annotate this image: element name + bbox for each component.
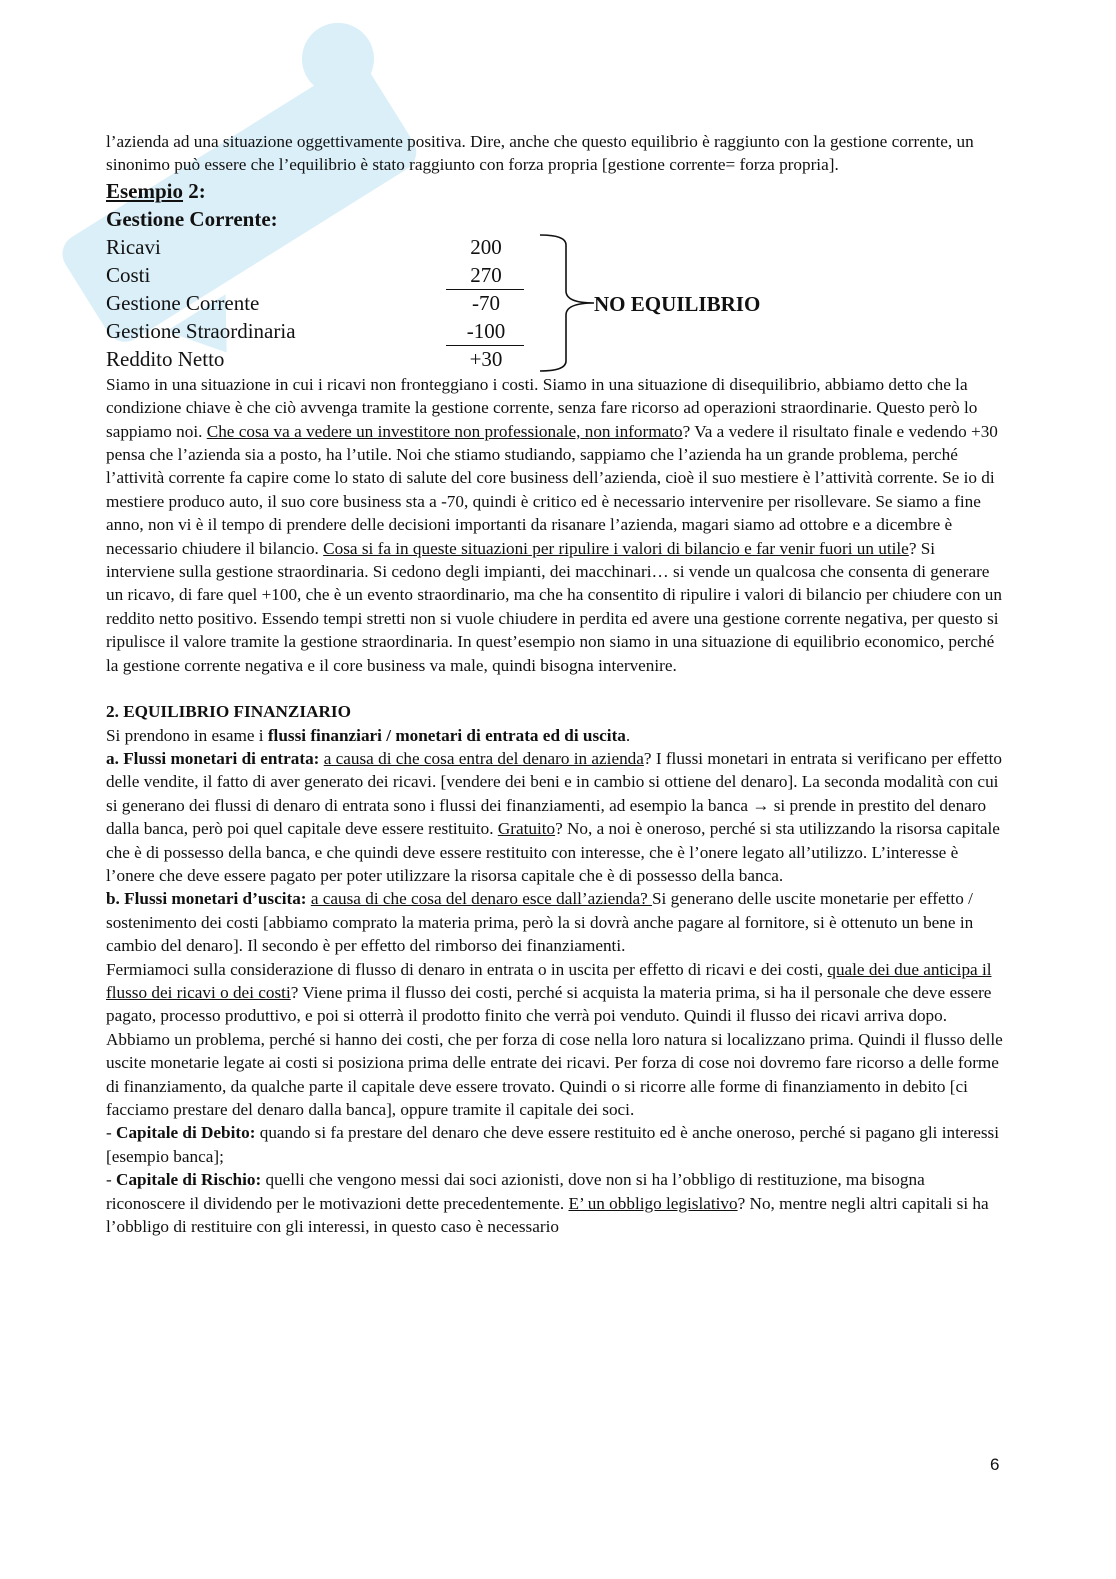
calc-row: Costi 270 bbox=[106, 262, 502, 287]
income-calculation bbox=[106, 233, 1006, 373]
no-equilibrium-label: NO EQUILIBRIO bbox=[594, 291, 761, 316]
inflows-paragraph: a. Flussi monetari di entrata: a causa di che cosa entra del denaro in azienda? I flussi monetari in entrata si verificano per effetto delle vendite, il fatto di aver generato dei ricavi. [vendere dei beni e in cambio si ottiene del denaro]. La seconda modalità con cui si generano dei flussi di denaro di entrata sono i flussi dei finanziamenti, ad esempio la banca → si prende in prestito del denaro dalla banca, però poi quel capitale deve essere restituito. Gratuito? No, a noi è oneroso, perché si sta utilizzando la risorsa capitale che è di possesso della banca, e che quindi deve essere restituito con interesse, che è l’onere legato all’utilizzo. L’interesse è l’onere che deve essere pagato per poter utilizzare la risorsa capitale che è di possesso della banca. bbox=[106, 748, 1002, 885]
risk-capital-item: - Capitale di Rischio: quelli che vengono messi dai soci azionisti, dove non si ha l’obbligo di restituzione, ma bisogna riconoscere il dividendo per le motivazioni dette precedentemente. E’ un obbligo legislativo? No, mentre negli altri capitali si ha l’obbligo di restituire con gli interessi, in questo caso è necessario bbox=[106, 1170, 989, 1237]
section-heading: 2. EQUILIBRIO FINANZIARIO bbox=[106, 702, 351, 722]
debt-capital-item: - Capitale di Debito: quando si fa prestare del denaro che deve essere restituito ed è anche oneroso, perché si pagano gli interessi [esempio banca]; bbox=[106, 1123, 999, 1166]
calc-row: Gestione Straordinaria -100 bbox=[106, 318, 506, 343]
outflows-paragraph: b. Flussi monetari d’uscita: a causa di che cosa del denaro esce dall’azienda? Si generano delle uscite monetarie per effetto / sostenimento dei costi [abbiamo comprato la materia prima, però la si dovrà anche pagare al fornitore, si è ottenuto un bene in cambio del denaro]. Il secondo è per effetto del rimborso dei finanziamenti. bbox=[106, 889, 974, 956]
timing-paragraph: Fermiamoci sulla considerazione di flusso di denaro in entrata o in uscita per effetto di ricavi e dei costi, quale dei due anticipa il flusso dei ricavi o dei costi? Viene prima il flusso dei costi, perché si acquista la materia prima, si ha il personale che deve essere pagato, processo produttivo, e poi si otterrà il prodotto finito che verrà poi venduto. Quindi il flusso dei ricavi arriva dopo. Abbiamo un problema, perché si hanno dei costi, che per forza di cose nella loro natura si localizzano prima. Quindi il flusso delle uscite monetarie legate ai costi si posiziona prima delle entrate dei ricavi. Per forza di cose noi dovremo fare ricorso a delle forme di finanziamento, da qualche parte il capitale deve essere trovato. Quindi o si ricorre alle forme di finanziamento in debito [ci facciamo prestare del denaro dalla banca], oppure tramite il capitale dei soci. bbox=[106, 959, 1003, 1119]
section-lead: Si prendono in esame i flussi finanziari / monetari di entrata ed di uscita. bbox=[106, 725, 631, 745]
calc-row: Gestione Corrente -70 bbox=[106, 290, 500, 315]
page-content bbox=[106, 130, 1006, 1238]
calc-row: Ricavi 200 bbox=[106, 234, 502, 259]
calc-row: Reddito Netto +30 bbox=[106, 346, 503, 371]
curly-brace-icon bbox=[538, 233, 598, 373]
page-number: 6 bbox=[990, 1455, 1000, 1474]
intro-paragraph: l’azienda ad una situazione oggettivamente positiva. Dire, anche che questo equilibrio è raggiunto con la gestione corrente, un sinonimo può essere che l’equilibrio è stato raggiunto con forza propria [gestione corrente= forza propria]. bbox=[106, 132, 974, 175]
example-title: Esempio 2: bbox=[106, 178, 206, 203]
explanation-paragraph: Siamo in una situazione in cui i ricavi non fronteggiano i costi. Siamo in una situazione di disequilibrio, abbiamo detto che la condizione chiave è che ciò avvenga tramite la gestione corrente, senza fare ricorso ad operazioni straordinarie. Questo però lo sappiamo noi. Che cosa va a vedere un investitore non professionale, non informato? Va a vedere il risultato finale e vedendo +30 pensa che l’azienda sia a posto, ha l’utile. Noi che stiamo studiando, sappiamo che l’azienda ha un grande problema, perché l’attività corrente fa capire come lo stato di salute del core business dell’azienda, cioè il suo mestiere è l’attività corrente. Se io di mestiere produco auto, il suo core business sta a -70, quindi è critico ed è necessario intervenire per risollevare. Se siamo a fine anno, non vi è il tempo di prendere delle decisioni importanti da risanare l’azienda, magari siamo ad ottobre e a dicembre è necessario chiudere il bilancio. Cosa si fa in queste situazioni per ripulire i valori di bilancio e far venir fuori un utile? Si interviene sulla gestione straordinaria. Si cedono degli impianti, dei macchinari… si vende un qualcosa che consenta di generare un ricavo, di fare quel +100, che è un evento straordinario, ma che ha consentito di ripulire i valori di bilancio per chiudere con un reddito netto positivo. Essendo tempi stretti non si vuole chiudere in perdita ed avere una gestione corrente negativa, per questo si ripulisce il valore tramite la gestione straordinaria. In quest’esempio non siamo in una situazione di equilibrio economico, perché la gestione corrente negativa e il core business va male, quindi bisogna intervenire. bbox=[106, 374, 1002, 675]
example-subtitle: Gestione Corrente: bbox=[106, 206, 278, 231]
